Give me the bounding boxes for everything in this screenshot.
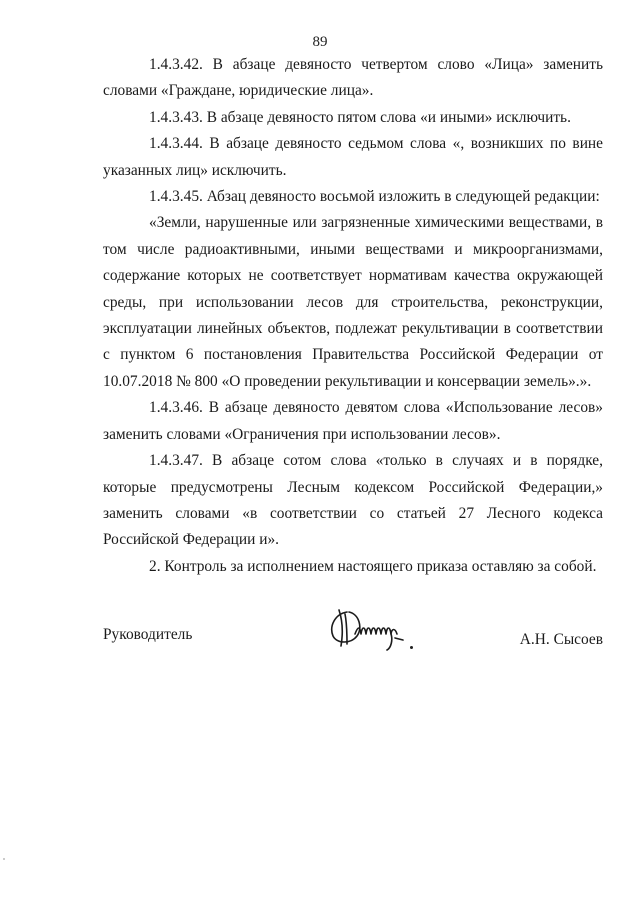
paragraph-1-4-3-47: 1.4.3.47. В абзаце сотом слова «только в случаях и в порядке, которые предусмотрены Лесным кодексом Российской Федерации,» заменить словами «в соответствии со статьей 27 Лесного кодекса Российской Федерации и». — [103, 452, 603, 549]
paragraph-1-4-3-46: 1.4.3.46. В абзаце девяносто девятом слова «Использование лесов» заменить словами «Ограничения при использовании лесов». — [103, 399, 603, 443]
paragraph-1-4-3-42: 1.4.3.42. В абзаце девяносто четвертом слово «Лица» заменить словами «Граждане, юридические лица». — [103, 56, 603, 100]
scan-speck — [3, 858, 5, 860]
signature-block — [103, 604, 603, 664]
paragraph-1-4-3-44: 1.4.3.44. В абзаце девяносто седьмом слова «, возникших по вине указанных лиц» исключить. — [103, 135, 603, 179]
handwritten-signature — [325, 604, 411, 652]
paragraph-1-4-3-43: 1.4.3.43. В абзаце девяносто пятом слова «и иными» исключить. — [149, 108, 571, 126]
document-body — [103, 52, 603, 580]
paragraph-1-4-3-45: 1.4.3.45. Абзац девяносто восьмой изложить в следующей редакции: — [149, 188, 600, 206]
ink-dot — [410, 646, 413, 649]
page-number: 89 — [312, 34, 328, 50]
signatory-name: А.Н. Сысоев — [519, 631, 603, 648]
paragraph-control-clause: 2. Контроль за исполнением настоящего приказа оставляю за собой. — [149, 557, 597, 575]
signatory-title: Руководитель — [103, 626, 193, 643]
paragraph-new-wording: «Земли, нарушенные или загрязненные химическими веществами, в том числе радиоактивными, иными веществами и микроорганизмами, содержание которых не соответствует нормативам качества окружающей среды, при использовании лесов для строительства, реконструкции, эксплуатации линейных объектов, подлежат рекультивации в соответствии с пунктом 6 постановления Правительства Российской Федерации от 10.07.2018 № 800 «О проведении рекультивации и консервации земель».». — [103, 214, 603, 390]
